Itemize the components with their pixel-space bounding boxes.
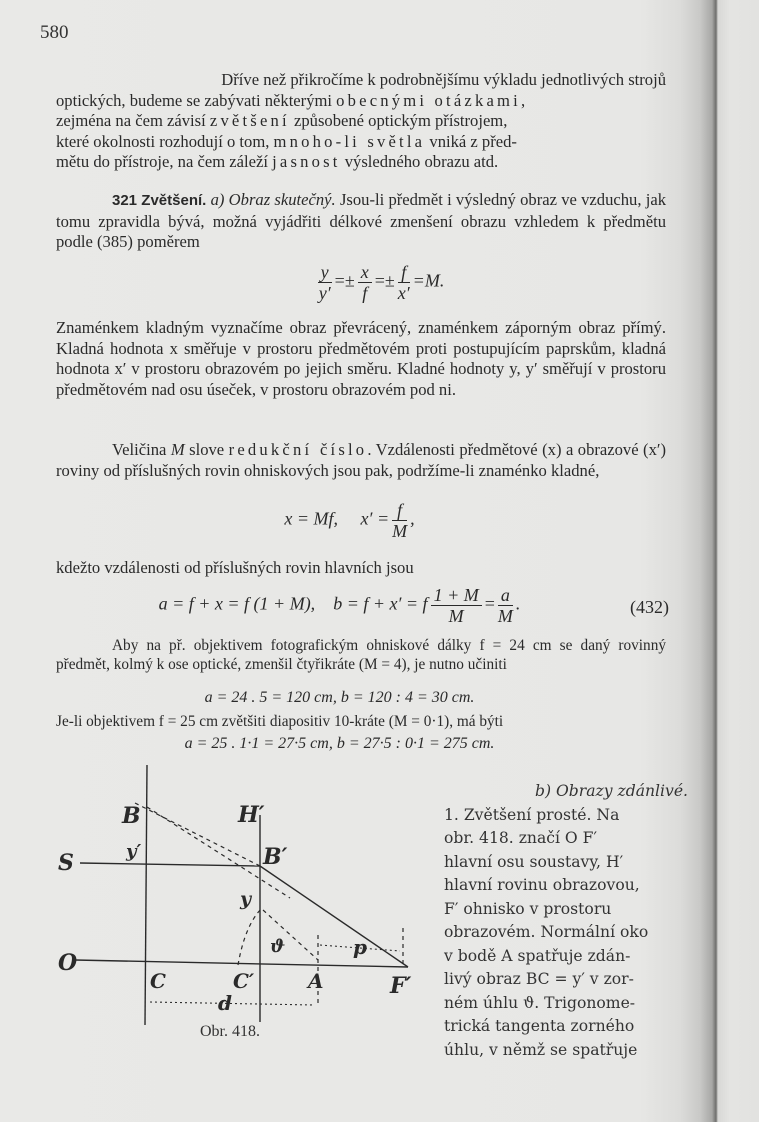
equation-magnification: $\frac{y}{y'}$ =± $\frac{x}{f}$ =± $\frac{f}{x'}$ =M. xyxy=(318,262,445,303)
subsection-b-heading: b) Obrazy zdánlivé. xyxy=(534,782,688,800)
equation-number: (432) xyxy=(630,597,669,617)
example-2-equation: a = 25 . 1·1 = 27·5 cm, b = 27·5 : 0·1 = 275 cm. xyxy=(184,735,495,752)
intro-line-2: optických, budeme se zabývati některými obecnými otázkami, xyxy=(56,90,526,110)
svg-text:ϑ: ϑ xyxy=(270,936,286,957)
apparent-images-text: b) Obrazy zdánlivé. 1. Zvětšení prosté. Na obr. 418. značí O F′ hlavní osu soustavy, H′ hlavní rovinu obrazovou, F′ ohnisko v prostoru obrazovém. Normální oko v bodě A spatřuje zdán- livý obraz BC = y′ v zor- ném úhlu ϑ. Trigonome- trická tangenta zorného úhlu, v němž se spatřuje xyxy=(444,782,688,1059)
example-1-equation: a = 24 . 5 = 120 cm, b = 120 : 4 = 30 cm. xyxy=(204,689,475,706)
optics-diagram-svg xyxy=(50,760,430,1060)
svg-text:C: C xyxy=(150,969,166,993)
svg-text:y′: y′ xyxy=(126,841,142,862)
example-photographic: Aby na př. objektivem fotografickým ohniskové dálky f = 24 cm se daný rovinný předmět, kolmý k ose optické, zmenšil čtyřikráte (M = 4), je nutno učiniti xyxy=(56,637,666,673)
section-321 xyxy=(56,190,666,253)
subsection-a: a) Obraz skutečný. xyxy=(210,190,336,209)
sign-convention-paragraph: Znaménkem kladným vyznačíme obraz převrácený, znaménkem záporným obraz přímý. Kladná hodnota x směřuje v prostoru předmětovém proti postupujícím paprskům, kladná hodnota x′ v prostoru obrazovém po jejich směru. Kladné hodnoty y, y′ směřují v prostoru předmětovém nad osu úseček, v prostoru obrazovém pod ni. xyxy=(56,318,666,399)
svg-text:S: S xyxy=(58,850,74,876)
equation-432: a = f + x = f (1 + M), b = f + x′ = f $\frac{1 + M}{M}$ = $\frac{a}{M}$ . xyxy=(158,585,521,626)
svg-text:A: A xyxy=(308,969,324,993)
svg-text:H′: H′ xyxy=(238,802,265,828)
section-heading: Zvětšení. xyxy=(141,192,207,209)
intro-line-5: mětu do přístroje, na čem záleží jasnost výsledného obrazu atd. xyxy=(56,152,499,171)
section-number: 321 xyxy=(112,192,138,209)
reduction-number-paragraph: Veličina M slove redukční číslo. Vzdálenosti předmětové (x) a obrazové (x′) roviny od příslušných rovin ohniskových jsou pak, podržíme-li znaménko kladné, xyxy=(56,440,667,480)
svg-text:O: O xyxy=(58,950,78,976)
svg-text:p: p xyxy=(353,935,367,959)
svg-text:F′: F′ xyxy=(390,973,412,999)
figure-caption: Obr. 418. xyxy=(200,1023,260,1040)
svg-text:B′: B′ xyxy=(263,844,288,870)
equation-focal-distances: x = Mf, x′ = $\frac{f}{M}$ , xyxy=(284,500,415,541)
svg-text:C′: C′ xyxy=(233,969,255,993)
intro-line-1: Dříve než přikročíme k podrobnějšímu výkladu jednotlivých strojů xyxy=(221,70,666,89)
example-diapositive: Je-li objektivem f = 25 cm zvětšiti diapositiv 10-kráte (M = 0·1), má býti xyxy=(56,713,504,730)
svg-text:y: y xyxy=(240,888,252,910)
figure-418-diagram xyxy=(50,760,430,1060)
intro-paragraph xyxy=(56,70,666,173)
page-number: 580 xyxy=(40,22,69,43)
principal-distances-paragraph: kdežto vzdálenosti od příslušných rovin hlavních jsou xyxy=(56,558,414,577)
section-321-paragraph: 321 Zvětšení. a) Obraz skutečný. Jsou-li předmět i výsledný obraz ve vzduchu, jak tomu zpravidla bývá, možná vyjádřiti délkové zmenšení obrazu vzhledem k předmětu podle (385) poměrem xyxy=(56,190,666,251)
svg-text:B: B xyxy=(122,803,141,829)
intro-line-4: které okolnosti rozhodují o tom, mnoho-li světla vniká z před- xyxy=(56,131,517,151)
intro-line-3: zejména na čem závisí zvětšení způsobené optickým přístrojem, xyxy=(56,111,508,130)
svg-text:d: d xyxy=(218,991,232,1015)
